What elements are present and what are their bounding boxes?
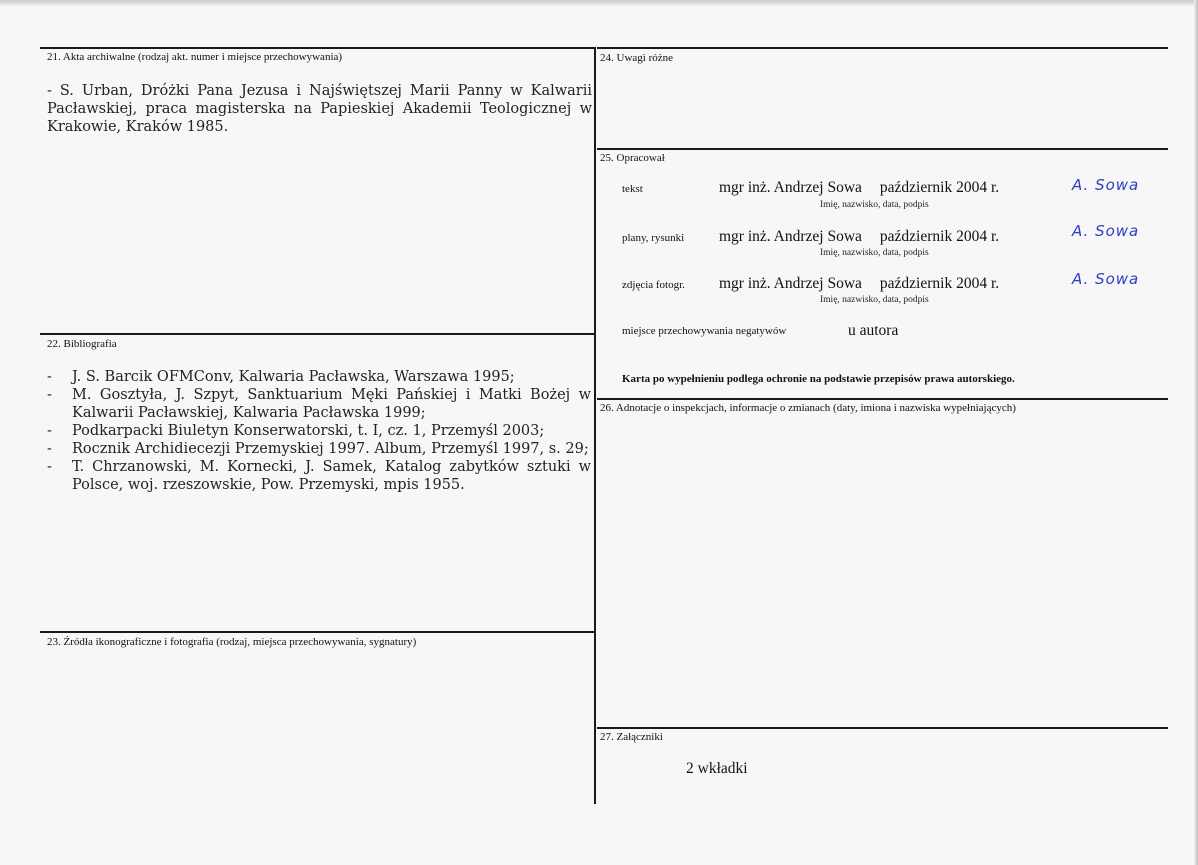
rule-23-top (40, 631, 595, 633)
author-name: mgr inż. Andrzej Sowa (719, 228, 862, 245)
attachments-value: 2 wkładki (686, 760, 748, 777)
rule-26-top (597, 398, 1168, 400)
author-row-label: tekst (622, 183, 643, 195)
author-date: październik 2004 r. (879, 275, 1000, 292)
handwritten-signature: A. Sowa (1072, 270, 1140, 288)
rule-27-top (597, 727, 1168, 729)
section-21-header: 21. Akta archiwalne (rodzaj akt. numer i miejsce przechowywania) (47, 51, 343, 63)
bibliography-list (46, 368, 591, 494)
bibliography-item: - Podkarpacki Biuletyn Konserwatorski, t. I, cz. 1, Przemyśl 2003; (46, 422, 591, 440)
author-row-caption: Imię, nazwisko, data, podpis (820, 200, 929, 210)
scan-edge-right (1194, 0, 1198, 865)
section-23-header: 23. Źródła ikonograficzne i fotografia (rodzaj, miejsca przechowywania, sygnatury) (47, 636, 417, 648)
rule-21-top (40, 47, 595, 49)
author-date: październik 2004 r. (879, 179, 1000, 196)
section-24-header: 24. Uwagi różne (600, 52, 674, 64)
section-27-header: 27. Załączniki (600, 731, 663, 743)
section-25-header: 25. Opracował (600, 152, 665, 164)
author-row-value (719, 275, 999, 293)
author-row-value (719, 228, 999, 246)
bibliography-list-wrap (46, 368, 591, 494)
author-name: mgr inż. Andrzej Sowa (719, 179, 862, 196)
section-26-header: 26. Adnotacje o inspekcjach, informacje o zmianach (daty, imiona i nazwiska wypełniających) (600, 402, 1016, 414)
bibliography-item: - Rocznik Archidiecezji Przemyskiej 1997. Album, Przemyśl 1997, s. 29; (46, 440, 591, 458)
column-divider (594, 47, 596, 804)
negatives-location-label: miejsce przechowywania negatywów (622, 325, 787, 337)
handwritten-signature: A. Sowa (1072, 176, 1140, 194)
section-22-header: 22. Bibliografia (47, 338, 117, 350)
author-row-value (719, 179, 999, 197)
handwritten-signature: A. Sowa (1072, 222, 1140, 240)
author-date: październik 2004 r. (879, 228, 1000, 245)
bibliography-item: - M. Gosztyła, J. Szpyt, Sanktuarium Męki Pańskiej i Matki Bożej w Kalwarii Pacławskiej, Kalwaria Pacławska 1999; (46, 386, 591, 422)
bibliography-item: - J. S. Barcik OFMConv, Kalwaria Pacławska, Warszawa 1995; (46, 368, 591, 386)
section-21-text: - S. Urban, Dróżki Pana Jezusa i Najświętszej Marii Panny w Kalwarii Pacławskiej, praca magisterska na Papieskiej Akademii Teologicznej w Krakowie, Kraków 1985. (47, 83, 592, 135)
author-name: mgr inż. Andrzej Sowa (719, 275, 862, 292)
author-row-caption: Imię, nazwisko, data, podpis (820, 295, 929, 305)
negatives-location-value: u autora (848, 322, 899, 339)
bibliography-item: - T. Chrzanowski, M. Kornecki, J. Samek, Katalog zabytków sztuki w Polsce, woj. rzeszowskie, Pow. Przemyski, mpis 1955. (46, 458, 591, 494)
copyright-note: Karta po wypełnieniu podlega ochronie na podstawie przepisów prawa autorskiego. (622, 373, 1015, 385)
rule-25-top (597, 148, 1168, 150)
rule-22-top (40, 333, 595, 335)
rule-24-top (597, 47, 1168, 49)
author-row-caption: Imię, nazwisko, data, podpis (820, 248, 929, 258)
author-row-label: plany, rysunki (622, 232, 685, 244)
author-row-label: zdjęcia fotogr. (622, 279, 685, 291)
scan-edge-top (0, 0, 1198, 6)
